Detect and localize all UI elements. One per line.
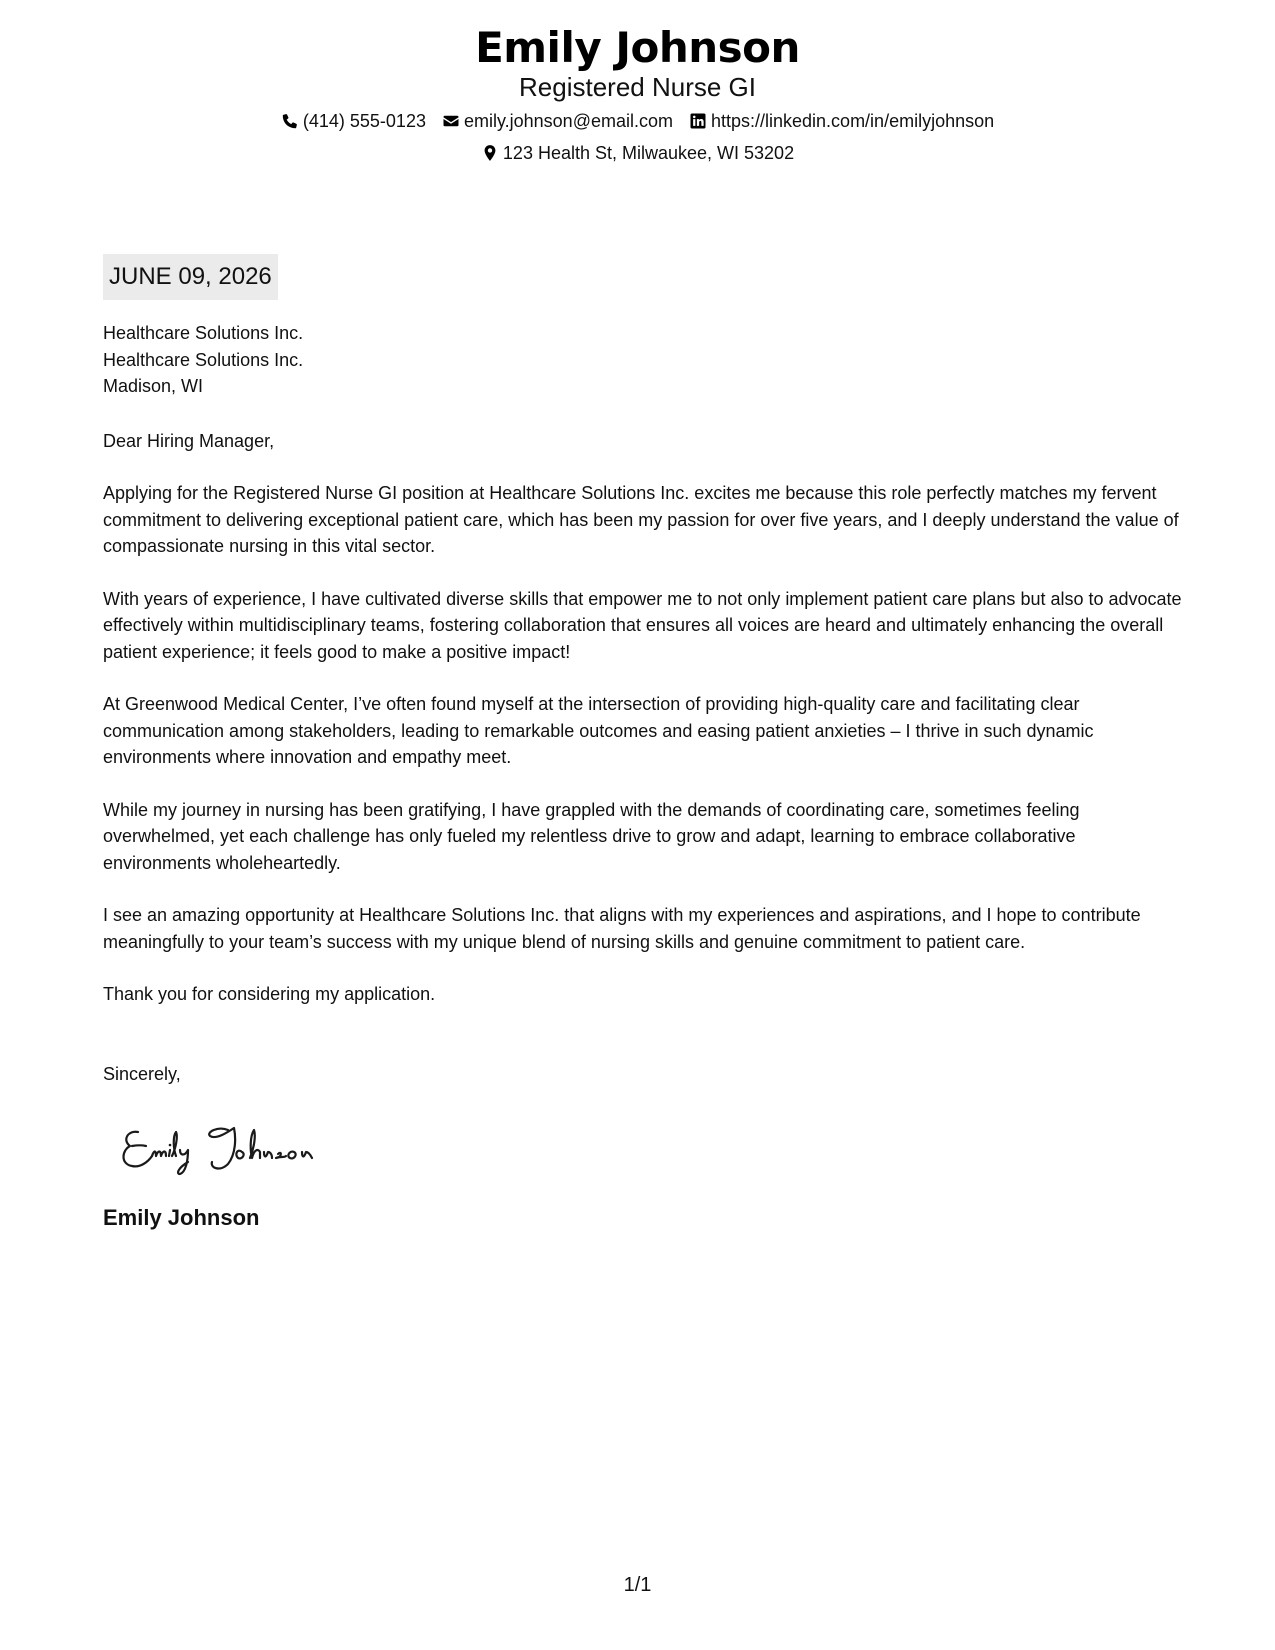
contact-phone <box>281 109 426 133</box>
phone-text: (414) 555-0123 <box>302 111 426 131</box>
letter-header <box>0 22 1275 165</box>
thank-you-line: Thank you for considering my application. <box>103 984 436 1004</box>
letter-date: JUNE 09, 2026 <box>103 254 278 300</box>
closing-line: Sincerely, <box>103 1063 181 1084</box>
contact-linkedin <box>689 109 994 133</box>
envelope-icon <box>442 112 460 130</box>
linkedin-icon <box>689 112 707 130</box>
address-row <box>0 141 1275 165</box>
map-marker-icon <box>481 144 499 162</box>
contact-row <box>0 109 1275 133</box>
phone-icon <box>281 112 299 130</box>
recipient-line: Healthcare Solutions Inc. <box>103 323 304 343</box>
signer-name: Emily Johnson <box>103 1205 260 1230</box>
linkedin-link[interactable]: https://linkedin.com/in/emilyjohnson <box>710 111 995 131</box>
email-link[interactable]: emily.johnson@email.com <box>463 111 673 131</box>
page-number: 1/1 <box>623 1574 652 1596</box>
body-paragraph: While my journey in nursing has been gratifying, I have grappled with the demands of coordinating care, sometimes feeling overwhelmed, yet each challenge has only fueled my relentless drive to grow and adapt, learning to embrace collaborative environments wholeheartedly. <box>103 799 1080 873</box>
salutation: Dear Hiring Manager, <box>103 430 275 451</box>
contact-address <box>481 141 794 165</box>
contact-email <box>442 109 673 133</box>
body-paragraph: At Greenwood Medical Center, I’ve often found myself at the intersection of providing high-quality care and facilitating clear communication among stakeholders, leading to remarkable outcomes and easing patient anxieties – I thrive in such dynamic environments where innovation and empathy meet. <box>103 694 1094 767</box>
recipient-block <box>103 320 1183 400</box>
applicant-name: Emily Johnson <box>475 23 800 72</box>
recipient-line: Madison, WI <box>103 376 204 396</box>
recipient-line: Healthcare Solutions Inc. <box>103 349 304 370</box>
body-paragraph: With years of experience, I have cultivated diverse skills that empower me to not only implement patient care plans but also to advocate effectively within multidisciplinary teams, fostering collaboration that ensures all voices are heard and ultimately enhancing the overall patient experience; it feels good to make a positive impact! <box>103 588 1182 662</box>
job-title: Registered Nurse GI <box>519 72 756 102</box>
body-paragraph: Applying for the Registered Nurse GI position at Healthcare Solutions Inc. excites me because this role perfectly matches my fervent commitment to delivering exceptional patient care, which has been my passion for over five years, and I deeply understand the value of compassionate nursing in this vital sector. <box>103 483 1179 556</box>
body-paragraph: I see an amazing opportunity at Healthcare Solutions Inc. that aligns with my experiences and aspirations, and I hope to contribute meaningfully to your team’s success with my unique blend of nursing skills and genuine commitment to patient care. <box>103 905 1141 952</box>
handwritten-signature <box>118 1118 358 1178</box>
address-text: 123 Health St, Milwaukee, WI 53202 <box>502 143 795 163</box>
letter-body <box>103 320 1183 1087</box>
